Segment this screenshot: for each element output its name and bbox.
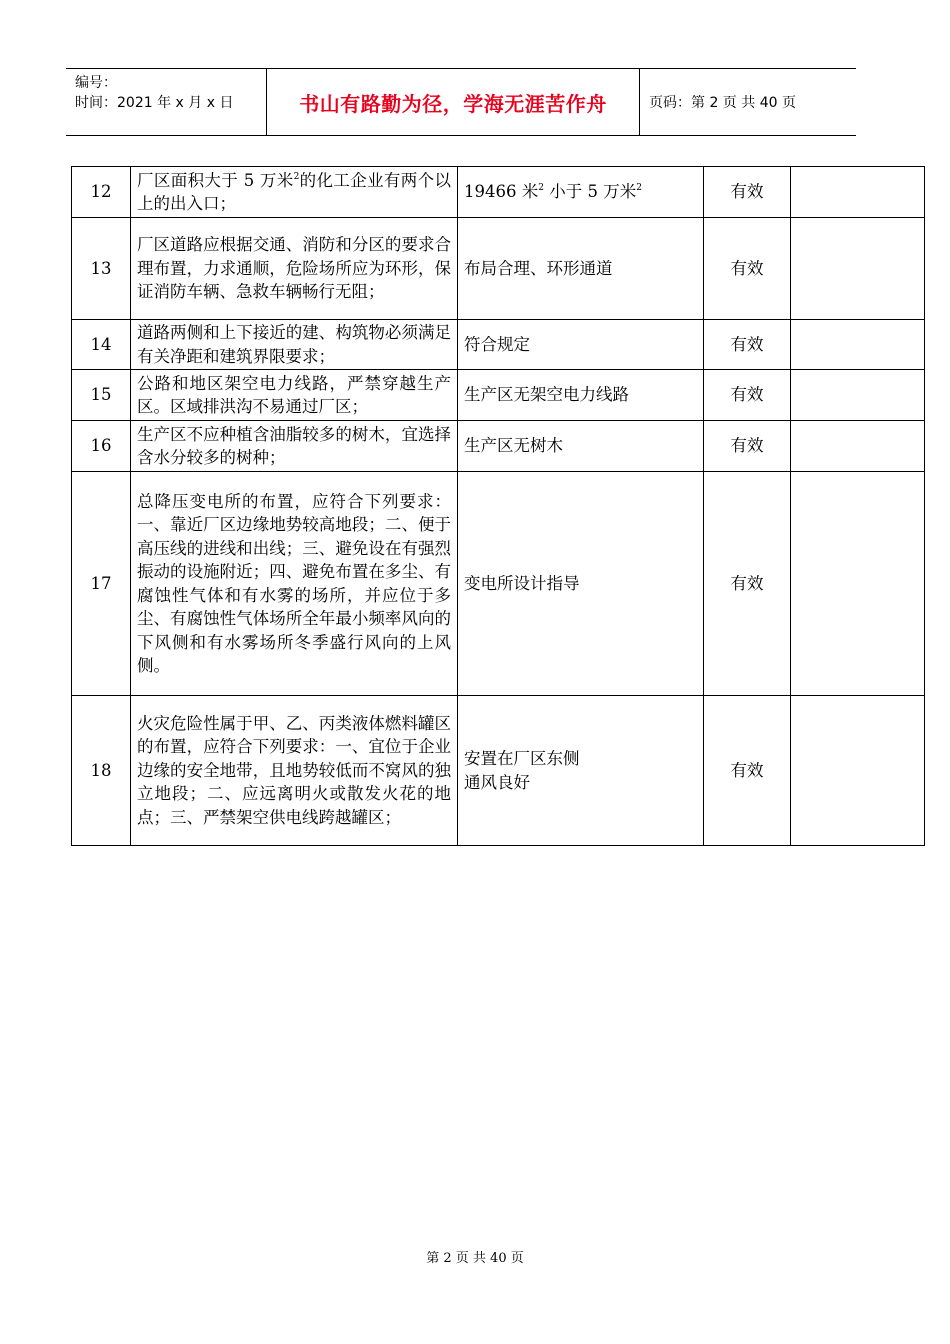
requirement-cell: 道路两侧和上下接近的建、构筑物必须满足有关净距和建筑界限要求；	[131, 320, 458, 370]
header-page-info: 页码：第 2 页 共 40 页	[649, 95, 796, 111]
remark-cell	[791, 167, 925, 218]
row-number: 12	[72, 167, 131, 218]
actual-cell: 生产区无架空电力线路	[458, 370, 704, 421]
row-number: 15	[72, 370, 131, 421]
remark-cell	[791, 370, 925, 421]
result-cell: 有效	[704, 696, 791, 846]
result-cell: 有效	[704, 421, 791, 472]
remark-cell	[791, 472, 925, 696]
row-number: 17	[72, 472, 131, 696]
table-row	[72, 370, 925, 421]
result-cell: 有效	[704, 167, 791, 218]
table-row	[72, 320, 925, 370]
requirement-cell: 火灾危险性属于甲、乙、丙类液体燃料罐区的布置，应符合下列要求：一、宜位于企业边缘的安全地带，且地势较低而不窝风的独立地段；二、应远离明火或散发火花的地点；三、严禁架空供电线跨越罐区；	[131, 696, 458, 846]
requirement-cell: 厂区道路应根据交通、消防和分区的要求合理布置，力求通顺，危险场所应为环形，保证消防车辆、急救车辆畅行无阻；	[131, 218, 458, 320]
remark-cell	[791, 320, 925, 370]
table-row	[72, 696, 925, 846]
row-number: 14	[72, 320, 131, 370]
header-motto: 书山有路勤为径，学海无涯苦作舟	[267, 69, 640, 135]
result-cell: 有效	[704, 320, 791, 370]
actual-cell: 安置在厂区东侧 通风良好	[458, 696, 704, 846]
row-number: 16	[72, 421, 131, 472]
row-number: 18	[72, 696, 131, 846]
remark-cell	[791, 696, 925, 846]
actual-cell: 19466 米$^2$ 小于 5 万米$^2$	[458, 167, 704, 218]
table-row	[72, 167, 925, 218]
header-meta	[66, 69, 267, 135]
result-cell: 有效	[704, 218, 791, 320]
doc-number-label: 编号：	[75, 75, 117, 91]
actual-cell: 布局合理、环形通道	[458, 218, 704, 320]
doc-time-label: 时间：2021 年 x 月 x 日	[75, 95, 234, 111]
result-cell: 有效	[704, 472, 791, 696]
remark-cell	[791, 421, 925, 472]
requirement-cell: 总降压变电所的布置，应符合下列要求：一、靠近厂区边缘地势较高地段；二、便于高压线的进线和出线；三、避免设在有强烈振动的设施附近；四、避免布置在多尘、有腐蚀性气体和有水雾的场所，并应位于多尘、有腐蚀性气体场所全年最小频率风向的下风侧和有水雾场所冬季盛行风向的上风侧。	[131, 472, 458, 696]
page-header	[66, 68, 856, 136]
requirement-cell: 生产区不应种植含油脂较多的树木，宜选择含水分较多的树种；	[131, 421, 458, 472]
table-row	[72, 421, 925, 472]
page-footer: 第 2 页 共 40 页	[426, 1251, 524, 1266]
requirement-cell: 公路和地区架空电力线路，严禁穿越生产区。区域排洪沟不易通过厂区；	[131, 370, 458, 421]
actual-cell: 生产区无树木	[458, 421, 704, 472]
inspection-table	[71, 166, 925, 846]
row-number: 13	[72, 218, 131, 320]
table-row	[72, 218, 925, 320]
result-cell: 有效	[704, 370, 791, 421]
table-row	[72, 472, 925, 696]
actual-cell: 符合规定	[458, 320, 704, 370]
requirement-cell: 厂区面积大于 5 万米$^2$的化工企业有两个以上的出入口；	[131, 167, 458, 218]
remark-cell	[791, 218, 925, 320]
actual-cell: 变电所设计指导	[458, 472, 704, 696]
